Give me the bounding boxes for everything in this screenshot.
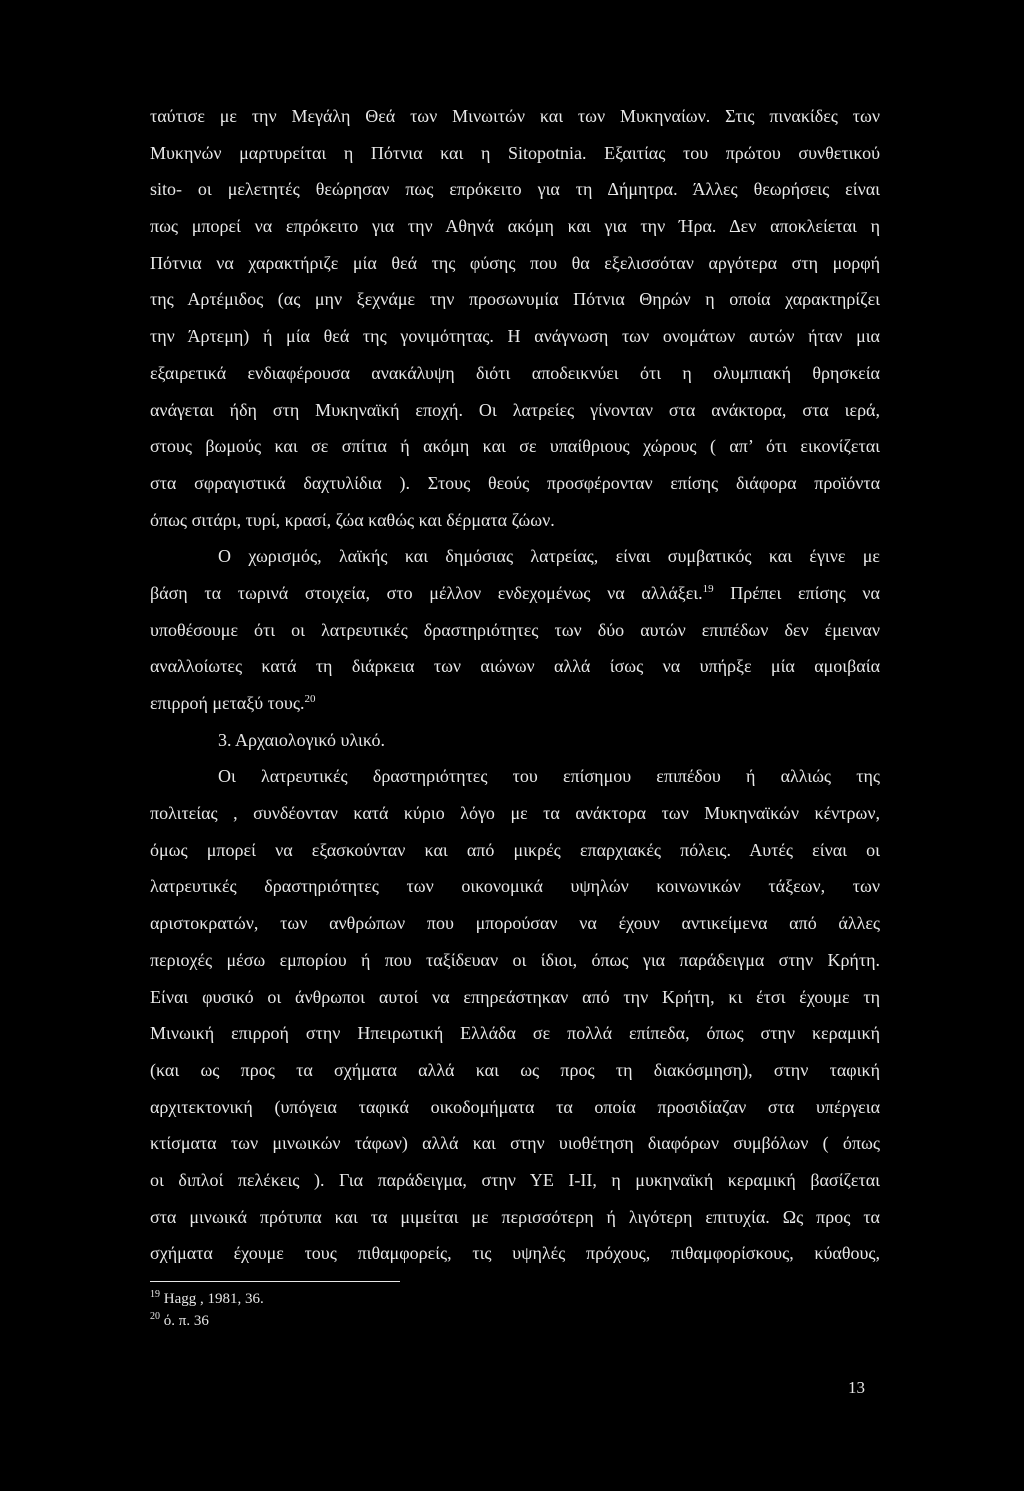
footnote-text: Hagg , 1981, 36. xyxy=(163,1291,264,1307)
text-line: πως μπορεί να επρόκειτο για την Αθηνά ακόμη και για την Ήρα. Δεν αποκλείεται η xyxy=(150,216,880,237)
text-line: εξαιρετικά ενδιαφέρουσα ανακάλυψη διότι αποδεικνύει ότι η ολυμπιακή θρησκεία xyxy=(150,362,880,383)
text-line: στα μινωικά πρότυπα και τα μιμείται με περισσότερη ή λιγότερη επιτυχία. Ως προς τα xyxy=(150,1206,880,1227)
text-line: ταύτισε με την Μεγάλη Θεά των Μινωιτών και των Μυκηναίων. Στις πινακίδες των xyxy=(150,106,880,126)
text-line: όμως μπορεί να εξασκούνταν και από μικρές επαρχιακές πόλεις. Αυτές είναι οι xyxy=(150,839,880,860)
text-line: Οι λατρευτικές δραστηριότητες του επίσημου επιπέδου ή αλλιώς της xyxy=(218,766,880,787)
text-line: σχήματα έχουμε τους πιθαμφορείς, τις υψηλές πρόχους, πιθαμφορίσκους, κύαθους, xyxy=(150,1243,880,1264)
text-line: αναλλοίωτες κατά τη διάρκεια των αιώνων αλλά ίσως να υπήρξε μία αμοιβαία xyxy=(150,656,880,677)
footnote-item xyxy=(150,1310,264,1332)
paragraph-2 xyxy=(150,538,880,721)
footnote-reference[interactable]: 19 xyxy=(702,582,714,595)
text-line: στα σφραγιστικά δαχτυλίδια ). Στους θεούς προσφέρονταν επίσης διάφορα προϊόντα xyxy=(150,472,880,493)
footnote-item xyxy=(150,1288,264,1310)
text-fragment: επιρροή μεταξύ τους. xyxy=(150,693,305,713)
page-number: 13 xyxy=(848,1378,865,1397)
footnote-separator xyxy=(150,1281,400,1282)
text-line: στους βωμούς και σε σπίτια ή ακόμη και σε υπαίθριους χώρους ( απ’ ότι εικονίζεται xyxy=(150,436,880,457)
text-fragment: Πρέπει επίσης να xyxy=(713,582,880,603)
text-line: κτίσματα των μινωικών τάφων) αλλά και στην υιοθέτηση διαφόρων συμβόλων ( όπως xyxy=(150,1133,880,1154)
text-line: της Αρτέμιδος (ας μην ξεχνάμε την προσωνυμία Πότνια Θηρών η οποία χαρακτηρίζει xyxy=(150,289,880,310)
text-line: όπως σιτάρι, τυρί, κρασί, ζώα καθώς και δέρματα ζώων. xyxy=(150,509,555,530)
document-page xyxy=(150,98,880,1272)
text-line: sito- οι μελετητές θεώρησαν πως επρόκειτο για τη Δήμητρα. Άλλες θεωρήσεις είναι xyxy=(150,179,880,200)
text-line: αριστοκρατών, των ανθρώπων που μπορούσαν να έχουν αντικείμενα από άλλες xyxy=(150,913,880,934)
paragraph-3 xyxy=(150,758,880,1272)
text-line: περιοχές μέσω εμπορίου ή που ταξίδευαν οι ίδιοι, όπως για παράδειγμα στην Κρήτη. xyxy=(150,949,880,970)
text-line xyxy=(150,685,880,722)
text-line: Μινωική επιρροή στην Ηπειρωτική Ελλάδα σε πολλά επίπεδα, όπως στην κεραμική xyxy=(150,1023,880,1044)
text-line: υποθέσουμε ότι οι λατρευτικές δραστηριότητες των δύο αυτών επιπέδων δεν έμειναν xyxy=(150,619,880,640)
text-line: ανάγεται ήδη στη Μυκηναϊκή εποχή. Οι λατρείες γίνονταν στα ανάκτορα, στα ιερά, xyxy=(150,399,880,420)
text-fragment: βάση τα τωρινά στοιχεία, στο μέλλον ενδεχομένως να αλλάξει. xyxy=(150,582,703,603)
text-line: αρχιτεκτονική (υπόγεια ταφικά οικοδομήματα τα οποία προσιδίαζαν στα υπέργεια xyxy=(150,1096,880,1117)
section-heading: 3. Αρχαιολογικό υλικό. xyxy=(218,729,385,750)
text-line: πολιτείας , συνδέονταν κατά κύριο λόγο με τα ανάκτορα των Μυκηναϊκών κέντρων, xyxy=(150,803,880,824)
footnote-number: 19 xyxy=(150,1289,160,1300)
text-line: Ο χωρισμός, λαϊκής και δημόσιας λατρείας, είναι συμβατικός και έγινε με xyxy=(218,546,880,567)
text-line: οι διπλοί πελέκεις ). Για παράδειγμα, στην ΥΕ Ι-ΙΙ, η μυκηναϊκή κεραμική βασίζεται xyxy=(150,1169,880,1190)
footnote-number: 20 xyxy=(150,1311,160,1322)
footnote-text: ό. π. 36 xyxy=(163,1313,209,1329)
text-line: (και ως προς τα σχήματα αλλά και ως προς τη διακόσμηση), στην ταφική xyxy=(150,1059,880,1080)
text-line: Είναι φυσικό οι άνθρωποι αυτοί να επηρεάστηκαν από την Κρήτη, κι έτσι έχουμε τη xyxy=(150,986,880,1007)
text-line: την Άρτεμη) ή μία θεά της γονιμότητας. Η ανάγνωση των ονομάτων αυτών ήταν μια xyxy=(150,326,880,347)
text-line: Μυκηνών μαρτυρείται η Πότνια και η Sitopotnia. Εξαιτίας του πρώτου συνθετικού xyxy=(150,142,880,163)
footnote-reference[interactable]: 20 xyxy=(304,693,316,705)
text-line: Πότνια να χαρακτήριζε μία θεά της φύσης που θα εξελισσόταν αργότερα στη μορφή xyxy=(150,252,880,273)
text-line xyxy=(150,575,880,612)
paragraph-1 xyxy=(150,98,880,538)
text-line: λατρευτικές δραστηριότητες των οικονομικά υψηλών κοινωνικών τάξεων, των xyxy=(150,876,880,897)
footnotes xyxy=(150,1288,264,1332)
